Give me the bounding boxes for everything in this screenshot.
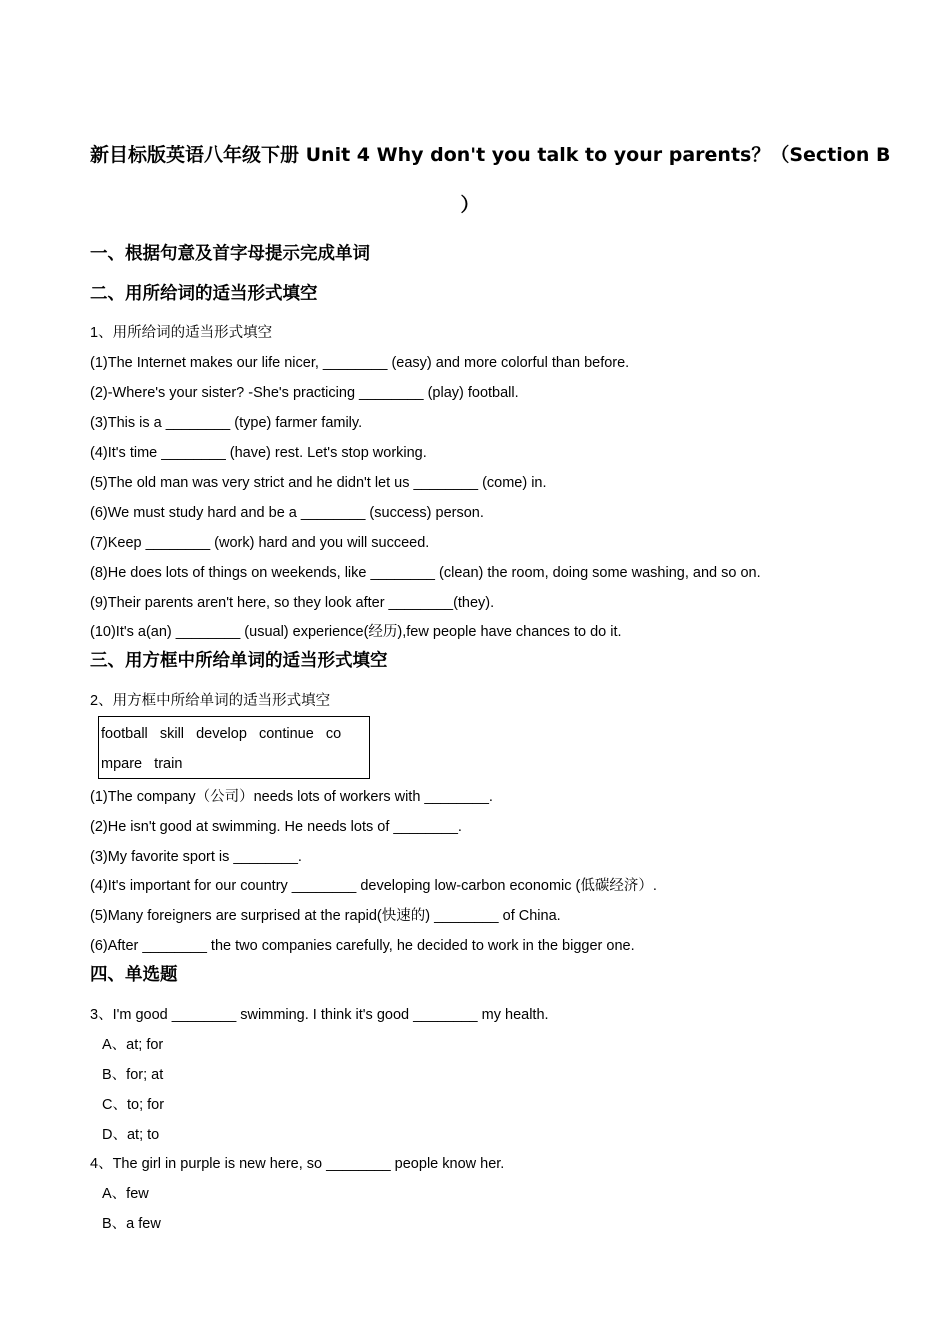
question-1-item: (9)Their parents aren't here, so they look after ________(they). bbox=[90, 595, 495, 611]
question-2-item: (4)It's important for our country ________ developing low-carbon economic (低碳经济）. bbox=[90, 878, 657, 894]
question-3-stem: 3、I'm good ________ swimming. I think it's good ________ my health. bbox=[90, 1007, 549, 1023]
section-heading-4: 四、单选题 bbox=[90, 965, 178, 985]
word-box-line-2: mpare train bbox=[101, 756, 183, 772]
question-2-item: (5)Many foreigners are surprised at the rapid(快速的) ________ of China. bbox=[90, 908, 561, 924]
question-4-option-a: A、few bbox=[102, 1186, 149, 1202]
question-2-item: (2)He isn't good at swimming. He needs lots of ________. bbox=[90, 819, 462, 835]
question-2-heading: 2、用方框中所给单词的适当形式填空 bbox=[90, 693, 331, 709]
word-box-line-1: football skill develop continue co bbox=[101, 726, 342, 742]
question-1-item: (8)He does lots of things on weekends, like ________ (clean) the room, doing some washing, and so on. bbox=[90, 565, 761, 581]
question-1-item: (5)The old man was very strict and he didn't let us ________ (come) in. bbox=[90, 475, 547, 491]
question-1-item: (10)It's a(an) ________ (usual) experience(经历),few people have chances to do it. bbox=[90, 624, 622, 640]
section-heading-1: 一、根据句意及首字母提示完成单词 bbox=[90, 244, 370, 264]
section-heading-3: 三、用方框中所给单词的适当形式填空 bbox=[90, 651, 388, 671]
question-3-option-d: D、at; to bbox=[102, 1127, 160, 1143]
question-1-item: (3)This is a ________ (type) farmer family. bbox=[90, 415, 363, 431]
question-2-item: (1)The company（公司）needs lots of workers with ________. bbox=[90, 789, 493, 805]
question-3-option-b: B、for; at bbox=[102, 1067, 164, 1083]
document-title: 新目标版英语八年级下册 Unit 4 Why don't you talk to your parents？（Section B bbox=[90, 144, 891, 166]
question-1-item: (4)It's time ________ (have) rest. Let's stop working. bbox=[90, 445, 427, 461]
question-4-stem: 4、The girl in purple is new here, so ________ people know her. bbox=[90, 1156, 505, 1172]
question-1-item: (6)We must study hard and be a ________ (success) person. bbox=[90, 505, 484, 521]
document-title-continuation: ） bbox=[460, 194, 480, 216]
question-3-option-c: C、to; for bbox=[102, 1097, 165, 1113]
question-1-heading: 1、用所给词的适当形式填空 bbox=[90, 325, 273, 341]
question-2-item: (6)After ________ the two companies carefully, he decided to work in the bigger one. bbox=[90, 938, 635, 954]
word-box bbox=[98, 716, 370, 779]
question-1-item: (1)The Internet makes our life nicer, ________ (easy) and more colorful than before. bbox=[90, 355, 630, 371]
question-2-item: (3)My favorite sport is ________. bbox=[90, 849, 302, 865]
question-3-option-a: A、at; for bbox=[102, 1037, 164, 1053]
question-4-option-b: B、a few bbox=[102, 1216, 161, 1232]
question-1-item: (2)-Where's your sister? -She's practicing ________ (play) football. bbox=[90, 385, 519, 401]
question-1-item: (7)Keep ________ (work) hard and you will succeed. bbox=[90, 535, 430, 551]
section-heading-2: 二、用所给词的适当形式填空 bbox=[90, 284, 318, 304]
